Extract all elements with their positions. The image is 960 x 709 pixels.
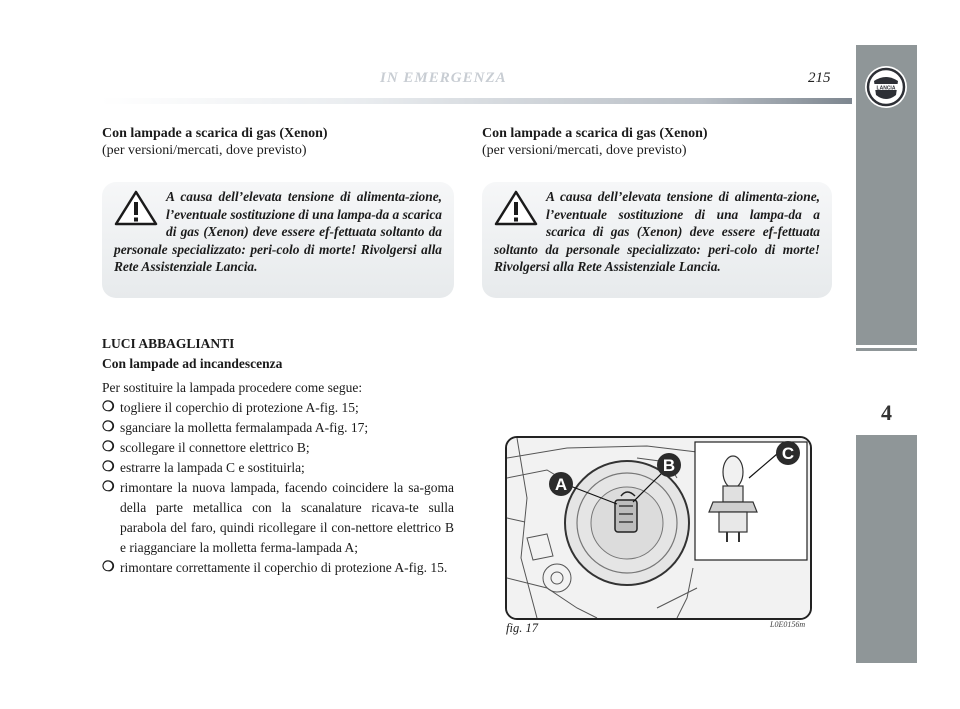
label-b-marker — [657, 453, 681, 477]
list-item: ❍ togliere il coperchio di protezione A-fig. 15; — [102, 398, 454, 418]
left-xenon-subtitle: (per versioni/mercati, dove previsto) — [102, 143, 307, 158]
procedure-body — [102, 378, 454, 578]
right-warning-text: A causa dell’elevata tensione di alimenta-zione, l’eventuale sostituzione di una lampa-da a scarica di gas (Xenon) deve essere ef-fettuata soltanto da personale specializzato: peri-colo di morte! Rivolgersi alla Rete Assistenziale Lancia. — [494, 189, 820, 274]
section-header-title: IN EMERGENZA — [380, 70, 507, 86]
bullet-icon: ❍ — [102, 460, 115, 475]
figure-caption: fig. 17 — [506, 621, 538, 635]
bullet-icon: ❍ — [102, 420, 115, 435]
bullet-icon: ❍ — [102, 560, 115, 575]
right-warning-box — [482, 182, 832, 298]
bullet-icon: ❍ — [102, 440, 115, 455]
page-number: 215 — [808, 70, 831, 86]
procedure-intro: Per sostituire la lampada procedere come segue: — [102, 380, 363, 395]
right-xenon-title: Con lampade a scarica di gas (Xenon) — [482, 126, 708, 141]
left-xenon-title: Con lampade a scarica di gas (Xenon) — [102, 126, 328, 141]
svg-text:A: A — [554, 475, 568, 494]
left-warning-text: A causa dell’elevata tensione di alimenta-zione, l’eventuale sostituzione di una lampa-da a scarica di gas (Xenon) deve essere ef-fettuata soltanto da personale specializzato: peri-colo di morte! Rivolgersi alla Rete Assistenziale Lancia. — [114, 189, 443, 274]
logo-label: LANCIA — [876, 85, 896, 92]
header-rule — [100, 98, 852, 104]
label-c-marker — [776, 441, 800, 465]
list-item: ❍ scollegare il connettore elettrico B; — [102, 438, 454, 458]
sidebar-bottom-block — [856, 438, 917, 663]
list-item: ❍ estrarre la lampada C e sostituirla; — [102, 458, 454, 478]
section-title: LUCI ABBAGLIANTI — [102, 336, 235, 351]
svg-text:B: B — [662, 456, 676, 475]
list-item: ❍ rimontare correttamente il coperchio di protezione A-fig. 15. — [102, 558, 454, 578]
left-warning-box — [102, 182, 454, 298]
bullet-icon: ❍ — [102, 400, 115, 415]
lancia-logo-icon — [864, 65, 908, 109]
chapter-number: 4 — [881, 400, 892, 425]
svg-text:C: C — [781, 444, 795, 463]
bullet-icon: ❍ — [102, 480, 115, 495]
label-a-marker — [549, 472, 573, 496]
figure-code: L0E0156m — [770, 620, 806, 629]
headlamp-illustration — [507, 438, 810, 618]
right-xenon-subtitle: (per versioni/mercati, dove previsto) — [482, 143, 687, 158]
warning-triangle-icon — [494, 190, 538, 226]
list-item: ❍ rimontare la nuova lampada, facendo coincidere la sa-goma della parte metallica con la scanalature ricava-te sulla parabola del faro, quindi ricollegare il con-nettore elettrico B e riagganciare la molletta ferma-lampada A; — [102, 480, 454, 555]
chapter-sidebar — [856, 45, 917, 663]
subsection-title: Con lampade ad incandescenza — [102, 356, 283, 371]
figure-17 — [505, 436, 812, 620]
warning-triangle-icon — [114, 190, 158, 226]
list-item: ❍ sganciare la molletta fermalampada A-fig. 17; — [102, 418, 454, 438]
procedure-steps — [102, 398, 454, 578]
